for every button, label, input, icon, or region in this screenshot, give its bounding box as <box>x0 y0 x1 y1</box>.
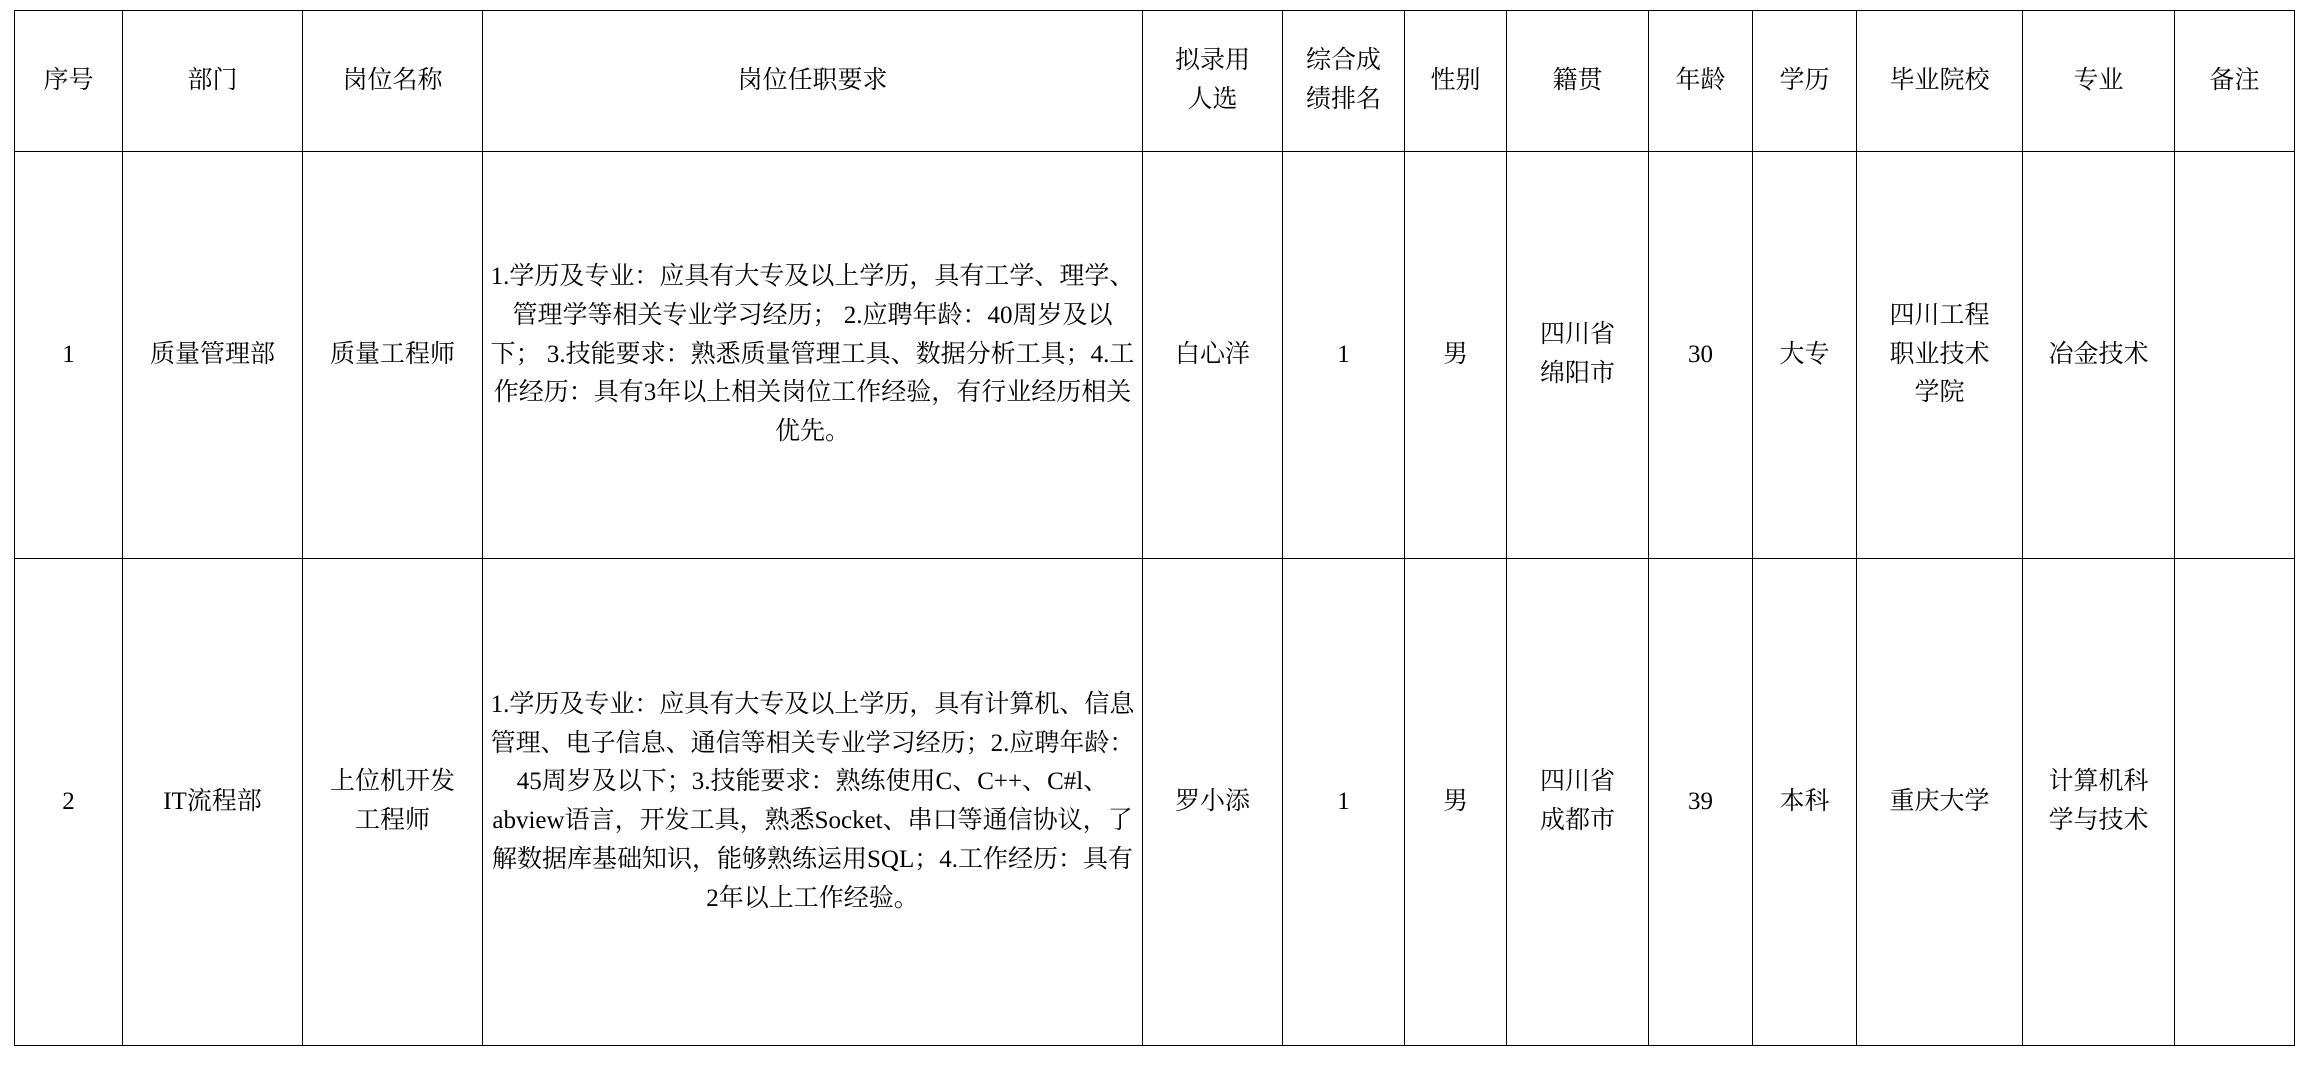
column-header-position: 岗位名称 <box>303 11 483 152</box>
recruitment-table <box>14 10 2295 1046</box>
cell-rank: 1 <box>1283 152 1405 559</box>
column-header-requirements: 岗位任职要求 <box>483 11 1143 152</box>
cell-school: 重庆大学 <box>1857 559 2023 1046</box>
table-row <box>15 152 2295 559</box>
cell-native-place <box>1507 152 1649 559</box>
cell-native-place <box>1507 559 1649 1046</box>
column-header-education: 学历 <box>1753 11 1857 152</box>
cell-education: 大专 <box>1753 152 1857 559</box>
cell-school-line3: 学院 <box>1914 379 1965 407</box>
column-header-candidate-line1: 拟录用 <box>1174 47 1250 75</box>
cell-rank: 1 <box>1283 559 1405 1046</box>
column-header-index: 序号 <box>15 11 123 152</box>
cell-position: 质量工程师 <box>303 152 483 559</box>
cell-school-line1: 四川工程 <box>1889 301 1990 329</box>
cell-major: 冶金技术 <box>2023 152 2175 559</box>
cell-native-place-line2: 绵阳市 <box>1539 360 1615 387</box>
column-header-school: 毕业院校 <box>1857 11 2023 152</box>
cell-gender: 男 <box>1405 559 1507 1046</box>
cell-candidate: 罗小添 <box>1143 559 1283 1046</box>
column-header-candidate-line2: 人选 <box>1187 86 1238 113</box>
cell-remark <box>2175 559 2295 1046</box>
cell-native-place-line1: 四川省 <box>1539 321 1615 349</box>
cell-major-line2: 学与技术 <box>2048 807 2149 834</box>
cell-position <box>303 559 483 1046</box>
cell-native-place-line2: 成都市 <box>1539 807 1615 834</box>
column-header-department: 部门 <box>123 11 303 152</box>
cell-department: 质量管理部 <box>123 152 303 559</box>
cell-remark <box>2175 152 2295 559</box>
column-header-age: 年龄 <box>1649 11 1753 152</box>
cell-school-line2: 职业技术 <box>1889 340 1990 368</box>
cell-age: 30 <box>1649 152 1753 559</box>
column-header-gender: 性别 <box>1405 11 1507 152</box>
cell-index: 2 <box>15 559 123 1046</box>
cell-requirements: 1.学历及专业：应具有大专及以上学历，具有计算机、信息管理、电子信息、通信等相关专业学习经历；2.应聘年龄：45周岁及以下；3.技能要求：熟练使用C、C++、C#l、abview语言，开发工具，熟悉Socket、串口等通信协议，了解数据库基础知识，能够熟练运用SQL；4.工作经历：具有2年以上工作经验。 <box>483 559 1143 1046</box>
cell-candidate: 白心洋 <box>1143 152 1283 559</box>
column-header-native-place: 籍贯 <box>1507 11 1649 152</box>
table-body <box>15 152 2295 1046</box>
column-header-rank-line2: 绩排名 <box>1305 86 1381 113</box>
cell-school <box>1857 152 2023 559</box>
cell-age: 39 <box>1649 559 1753 1046</box>
table-header-row <box>15 11 2295 152</box>
column-header-major: 专业 <box>2023 11 2175 152</box>
column-header-candidate <box>1143 11 1283 152</box>
table-header <box>15 11 2295 152</box>
cell-gender: 男 <box>1405 152 1507 559</box>
column-header-rank-line1: 综合成 <box>1305 47 1381 75</box>
cell-education: 本科 <box>1753 559 1857 1046</box>
cell-index: 1 <box>15 152 123 559</box>
cell-requirements: 1.学历及专业：应具有大专及以上学历，具有工学、理学、管理学等相关专业学习经历； 2.应聘年龄：40周岁及以下； 3.技能要求：熟悉质量管理工具、数据分析工具；4.工作经历：具有3年以上相关岗位工作经验，有行业经历相关优先。 <box>483 152 1143 559</box>
column-header-remark: 备注 <box>2175 11 2295 152</box>
cell-department: IT流程部 <box>123 559 303 1046</box>
cell-position-line1: 上位机开发 <box>329 768 455 796</box>
cell-position-line2: 工程师 <box>354 807 430 834</box>
column-header-rank <box>1283 11 1405 152</box>
cell-major <box>2023 559 2175 1046</box>
cell-major-line1: 计算机科 <box>2048 768 2149 796</box>
cell-native-place-line1: 四川省 <box>1539 768 1615 796</box>
table-row <box>15 559 2295 1046</box>
